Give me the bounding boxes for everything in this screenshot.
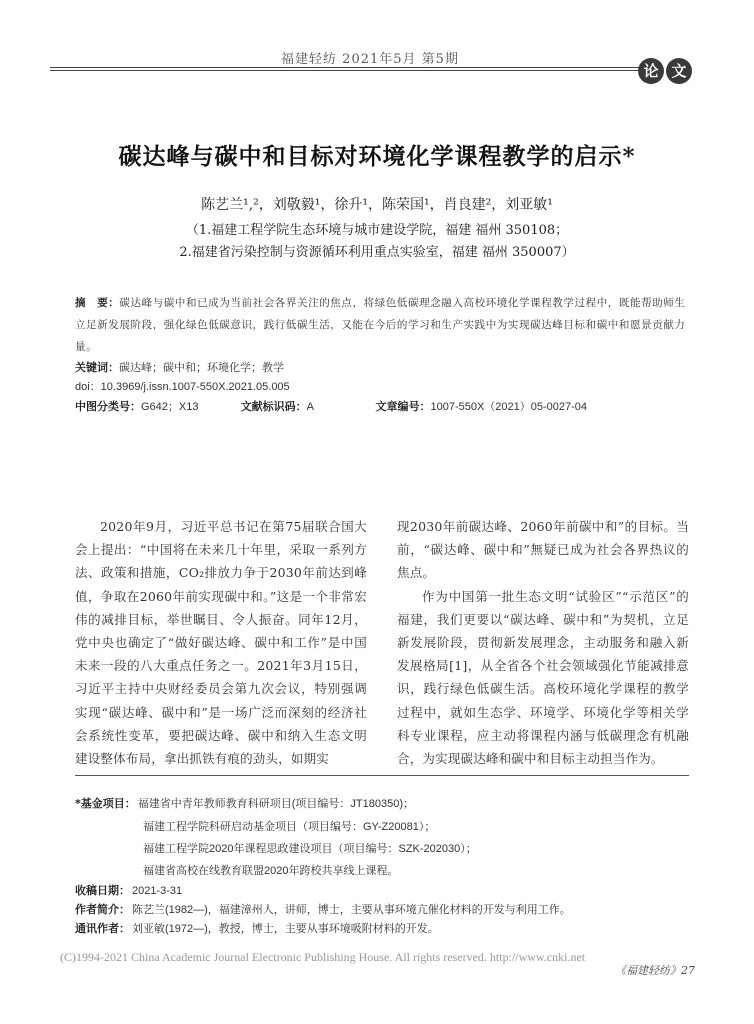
- header-rule: [50, 67, 640, 68]
- fund-item: 福建工程学院科研启动基金项目（项目编号：GY-Z20081）；: [143, 821, 436, 833]
- keywords-text: 碳达峰；碳中和；环境化学；教学: [119, 361, 284, 374]
- section-badge: [638, 58, 692, 84]
- paper-title: 碳达峰与碳中和目标对环境化学课程教学的启示*: [118, 143, 636, 170]
- footnote-rule: [75, 775, 689, 776]
- body-column-left: [75, 515, 367, 770]
- fund-item: 福建工程学院2020年课程思政建设项目（项目编号：SZK-202030）；: [143, 843, 477, 855]
- affiliation-2: 2.福建省污染控制与资源循环利用重点实验室，福建 福州 350007）: [179, 245, 575, 260]
- badge-char-lun: 论: [638, 58, 664, 84]
- abstract: [75, 292, 689, 358]
- author-list: 陈艺兰¹,²，刘敬毅¹，徐升¹，陈荣国¹，肖良建²，刘亚敏¹: [201, 197, 553, 213]
- abstract-text: 碳达峰与碳中和已成为当前社会各界关注的焦点，将绿色低碳理念融入高校环境化学课程教学过程中，既能帮助师生立足新发展阶段，强化绿色低碳意识，践行低碳生活，又能在今后的学习和生产实践中为实现碳达峰目标和碳中和愿景贡献力量。: [75, 297, 686, 353]
- fund-item: 福建省中青年教师教育科研项目(项目编号：JT180350)；: [137, 798, 415, 810]
- author-bio: [75, 901, 571, 917]
- article-number-value: 1007-550X（2021）05-0027-04: [430, 401, 588, 413]
- received-label: 收稿日期：: [75, 884, 130, 897]
- received-value: 2021-3-31: [132, 885, 183, 897]
- keywords-label: 关键词：: [75, 361, 119, 374]
- doi: doi：10.3969/j.issn.1007-550X.2021.05.005: [75, 381, 290, 393]
- author-bio-label: 作者简介：: [75, 903, 130, 916]
- badge-char-wen: 文: [666, 58, 692, 84]
- fund-item: 福建省高校在线教育联盟2020年跨校共享线上课程。: [143, 865, 399, 877]
- corresponding-author: [75, 920, 439, 936]
- page-number: 《福建轻纺》27: [615, 964, 695, 977]
- doc-code-label: 文献标识码：: [240, 400, 307, 413]
- header-rule-double: [50, 70, 640, 71]
- doc-code-value: A: [306, 401, 314, 413]
- corresponding-text: 刘亚敏(1972—)，教授，博士，主要从事环境吸附材料的开发。: [132, 923, 439, 935]
- fund-line-1: [75, 795, 414, 811]
- copyright-watermark: (C)1994-2021 China Academic Journal Electronic Publishing House. All rights reserved. http://www.cnki.net: [60, 950, 586, 964]
- clc-label: 中图分类号：: [75, 400, 141, 413]
- clc-value: G642；X13: [141, 401, 199, 413]
- fund-label: *基金项目：: [75, 797, 136, 810]
- affiliation-1: （1.福建工程学院生态环境与城市建设学院，福建 福州 350108；: [185, 223, 569, 238]
- body-paragraph: 现2030年前碳达峰、2060年前碳中和”的目标。当前，“碳达峰、碳中和”無疑已成为社会各界热议的焦点。: [397, 519, 689, 581]
- article-number-label: 文章编号：: [375, 400, 431, 413]
- body-paragraph: 作为中国第一批生态文明“试验区”“示范区”的福建，我们更要以“碳达峰、碳中和”为契机，立足新发展阶段，贯彻新发展理念，主动服务和融入新发展格局[1]，从全省各个社会领域强化节能减排意识，践行绿色低碳生活。高校环境化学课程的教学过程中，就如生态学、环境学、环境化学等相关学科专业课程，应主动将课程内涵与低碳理念有机融合，为实现碳达峰和碳中和目标主动担当作为。: [397, 588, 689, 767]
- corresponding-label: 通讯作者：: [75, 922, 130, 935]
- received-date: [75, 882, 182, 898]
- body-paragraph: 2020年9月，习近平总书记在第75届联合国大会上提出：“中国将在未来几十年里，采取一系列方法、政策和措施，CO₂排放力争于2030年前达到峰值，争取在2060年前实现碳中和。”这是一个非常宏伟的减排目标，举世瞩目、令人振奋。同年12月，党中央也确定了“做好碳达峰、碳中和工作”是中国未来一段的八大重点任务之一。2021年3月15日，习近平主持中央财经委员会第九次会议，特别强调实现“碳达峰、碳中和”是一场广泛而深刻的经济社会系统性变革，要把碳达峰、碳中和纳入生态文明建设整体布局，拿出抓铁有痕的劲头，如期实: [75, 519, 367, 767]
- classification-line: [75, 398, 689, 414]
- keywords: [75, 359, 689, 375]
- author-bio-text: 陈艺兰(1982—)，福建漳州人，讲师，博士，主要从事环境亢催化材料的开发与利用工作。: [132, 904, 571, 916]
- abstract-label: 摘 要：: [75, 297, 120, 309]
- journal-running-header: 福建轻纺 2021年5月 第5期: [281, 52, 459, 67]
- body-column-right: [397, 515, 689, 770]
